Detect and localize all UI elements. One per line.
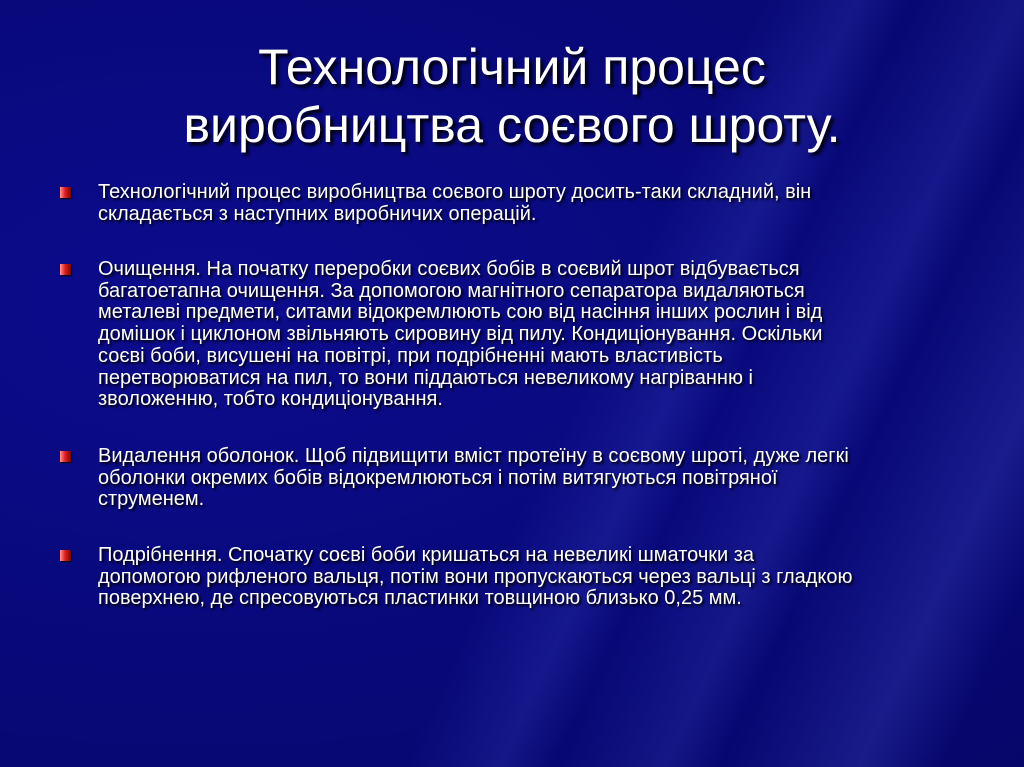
text-line: домішок і циклоном звільняють сировину від пилу. Кондиціонування. Оскільки [98,323,823,346]
text-line: допомогою рифленого вальця, потім вони пропускаються через вальці з гладкою [98,565,853,588]
bullet-square-icon [60,187,71,198]
bullet-paragraph-cleaning [98,259,822,411]
text-line: Видалення оболонок. Щоб підвищити вміст протеїну в соєвому шроті, дуже легкі [98,445,849,467]
bullet-square-icon [60,451,71,462]
text-line: металеві предмети, ситами відокремлюють сою від насіння інших рослин і від [98,301,823,324]
text-line: оболонки окремих бобів відокремлюються і потім витягуються повітряної [98,466,778,489]
title-line: Технологічний процес [258,39,766,95]
bullet-square-icon [60,550,71,561]
slide-title [0,38,1024,154]
text-line: соєві боби, висушені на повітрі, при подрібненні мають властивість [98,344,723,367]
bullet-square-icon [60,264,71,275]
text-line: перетворюватися на пил, то вони піддаються невеликому нагріванню і [98,366,753,389]
text-line: зволоженню, тобто кондиціонування. [98,388,443,411]
text-line: поверхнею, де спресовуються пластинки товщиною близько 0,25 мм. [98,587,742,610]
text-line: струменем. [98,488,205,511]
text-line: Подрібнення. Спочатку соєві боби кришаться на невеликі шматочки за [98,544,755,566]
title-line: виробництва соєвого шроту. [183,97,841,153]
text-line: багатоетапна очищення. За допомогою магнітного сепаратора видаляються [98,279,805,302]
bullet-paragraph-intro [98,182,811,225]
bullet-paragraph-dehulling [98,446,849,511]
text-line: Технологічний процес виробництва соєвого шроту досить-таки складний, він [98,181,812,203]
text-line: Очищення. На початку переробки соєвих бобів в соєвий шрот відбувається [98,258,800,280]
text-line: складається з наступних виробничих операцій. [98,202,537,225]
bullet-paragraph-grinding [98,545,853,610]
